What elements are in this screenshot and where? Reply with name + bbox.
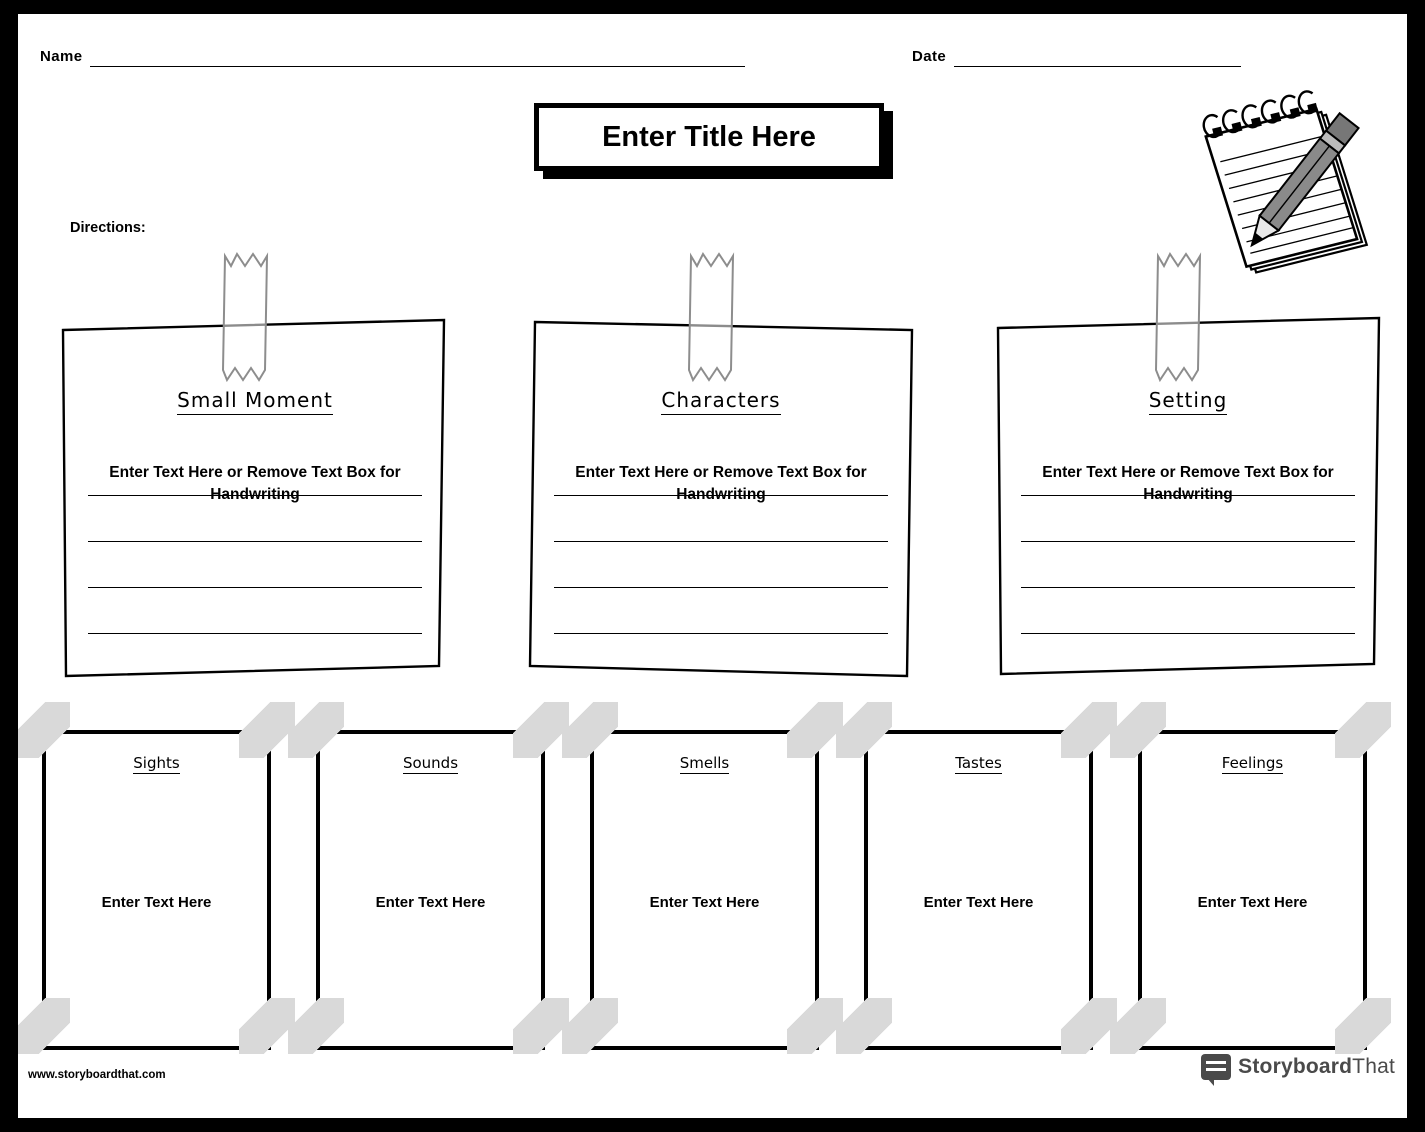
sense-card-placeholder[interactable]: Enter Text Here: [1197, 894, 1308, 911]
sense-card-sights[interactable]: [42, 730, 271, 1050]
storyboardthat-logo: [1201, 1054, 1395, 1080]
title-text: Enter Title Here: [602, 120, 816, 153]
sense-card-title: Feelings: [1221, 754, 1284, 772]
tape-corner-icon: [1110, 998, 1166, 1054]
paper-title: Setting: [993, 388, 1383, 412]
tape-corner-icon: [18, 702, 70, 758]
sense-card-smells[interactable]: [590, 730, 819, 1050]
tape-corner-icon: [787, 702, 843, 758]
tape-corner-icon: [1335, 998, 1391, 1054]
date-field[interactable]: [954, 66, 1241, 67]
paper-placeholder-text[interactable]: Enter Text Here or Remove Text Box for Handwriting: [575, 464, 867, 503]
footer-url[interactable]: www.storyboardthat.com: [28, 1069, 166, 1081]
tape-corner-icon: [1061, 998, 1117, 1054]
sense-card-title: Smells: [679, 754, 730, 772]
tape-corner-icon: [836, 998, 892, 1054]
speech-bubble-icon: [1201, 1054, 1231, 1080]
tape-corner-icon: [513, 998, 569, 1054]
tape-corner-icon: [562, 998, 618, 1054]
tape-corner-icon: [239, 998, 295, 1054]
sense-card-title: Sights: [133, 754, 180, 772]
tape-corner-icon: [1335, 702, 1391, 758]
tape-strip-icon: [215, 252, 275, 382]
tape-corner-icon: [1061, 702, 1117, 758]
sense-card-tastes[interactable]: [864, 730, 1093, 1050]
brand-name: StoryboardThat: [1238, 1055, 1395, 1078]
name-field[interactable]: [90, 66, 745, 67]
directions-label: Directions:: [70, 220, 146, 236]
sense-card-placeholder[interactable]: Enter Text Here: [923, 894, 1034, 911]
tape-corner-icon: [562, 702, 618, 758]
tape-strip-icon: [1148, 252, 1208, 382]
paper-title: Characters: [526, 388, 916, 412]
sense-card-placeholder[interactable]: Enter Text Here: [375, 894, 486, 911]
date-label: Date: [912, 48, 947, 65]
notepad-pencil-icon: [1193, 86, 1383, 276]
tape-corner-icon: [836, 702, 892, 758]
paper-placeholder-text[interactable]: Enter Text Here or Remove Text Box for Handwriting: [1042, 464, 1334, 503]
tape-corner-icon: [288, 702, 344, 758]
tape-corner-icon: [1110, 702, 1166, 758]
tape-corner-icon: [288, 998, 344, 1054]
worksheet-page: [18, 14, 1407, 1118]
sense-card-feelings[interactable]: [1138, 730, 1367, 1050]
name-label: Name: [40, 48, 83, 65]
sense-card-title: Tastes: [955, 754, 1002, 772]
sense-card-placeholder[interactable]: Enter Text Here: [101, 894, 212, 911]
paper-placeholder-text[interactable]: Enter Text Here or Remove Text Box for Handwriting: [109, 464, 401, 503]
tape-corner-icon: [239, 702, 295, 758]
sense-card-title: Sounds: [402, 754, 459, 772]
tape-corner-icon: [787, 998, 843, 1054]
paper-title: Small Moment: [60, 388, 450, 412]
title-box[interactable]: [534, 103, 884, 171]
tape-strip-icon: [681, 252, 741, 382]
sense-card-placeholder[interactable]: Enter Text Here: [649, 894, 760, 911]
tape-corner-icon: [18, 998, 70, 1054]
tape-corner-icon: [513, 702, 569, 758]
sense-card-sounds[interactable]: [316, 730, 545, 1050]
